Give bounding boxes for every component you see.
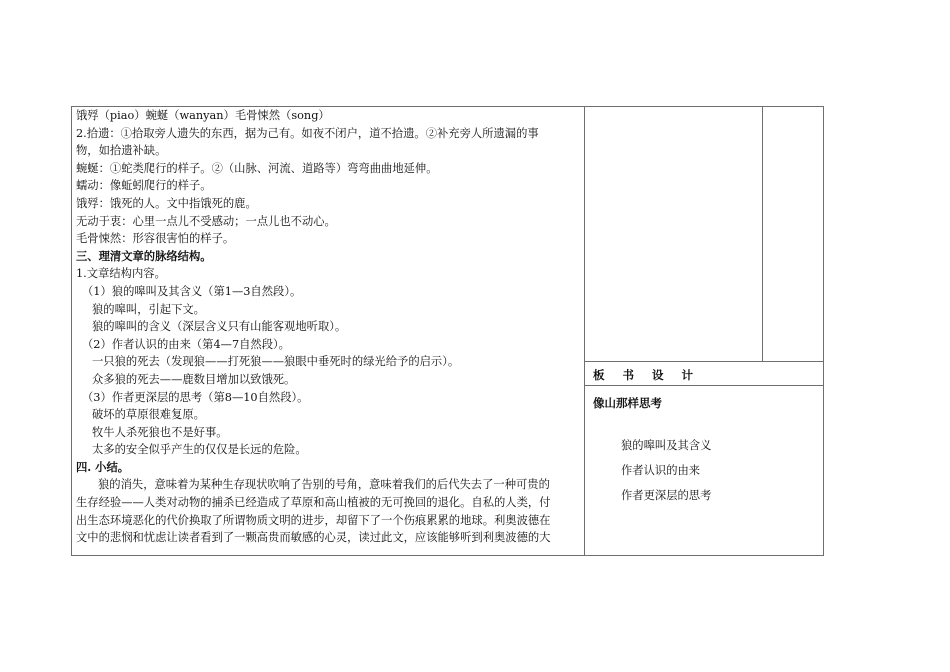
text-line: 文中的悲悯和忧虑让读者看到了一颗高贵而敏感的心灵，读过此文，应该能够听到利奥波德的大 [76, 531, 551, 545]
board-design-heading [593, 367, 707, 383]
right-row-line-2 [584, 385, 824, 386]
text-line: 出生态环境恶化的代价换取了所谓物质文明的进步，却留下了一个伤痕累累的地球。利奥波德在 [76, 513, 551, 527]
text-line: 狼的消失，意味着为某种生存现状吹响了告别的号角，意味着我们的后代失去了一种可贵的 [98, 478, 550, 492]
board-item: 狼的嗥叫及其含义 [621, 439, 712, 452]
text-line: 一只狼的死去（发现狼——打死狼——狼眼中垂死时的绿光给予的启示）。 [92, 355, 460, 369]
section-heading: 四. 小结。 [76, 459, 130, 474]
text-line: （2）作者认识的由来（第4—7自然段）。 [82, 337, 290, 351]
text-line: 蠕动：像蚯蚓爬行的样子。 [76, 179, 212, 193]
text-line: 1.文章结构内容。 [76, 267, 166, 281]
text-line: 物，如拾遗补缺。 [76, 144, 167, 158]
board-heading-char: 书 [622, 368, 635, 382]
text-line: 蜿蜒：①蛇类爬行的样子。②（山脉、河流、道路等）弯弯曲曲地延伸。 [76, 161, 438, 175]
text-line: 破坏的草原很难复原。 [92, 408, 205, 422]
text-line: 狼的嗥叫的含义（深层含义只有山能客观地听取）。 [92, 320, 347, 334]
section-heading: 三、理清文章的脉络结构。 [76, 248, 212, 263]
text-line: 无动于衷：心里一点儿不受感动；一点儿也不动心。 [76, 214, 336, 228]
text-line: 牧牛人杀死狼也不是好事。 [92, 425, 228, 439]
text-line: 饿殍（piao）蜿蜒（wanyan）毛骨悚然（song） [76, 109, 330, 122]
text-line: 饿殍：饿死的人。文中指饿死的鹿。 [76, 196, 257, 210]
text-line: （3）作者更深层的思考（第8—10自然段）。 [82, 390, 309, 404]
board-heading-char: 板 [593, 368, 605, 382]
lesson-text [76, 107, 584, 547]
text-line: 2.拾遗：①拾取旁人遗失的东西，据为己有。如夜不闭户，道不拾遗。②补充旁人所遗漏的事 [76, 126, 539, 140]
text-line: 众多狼的死去——鹿数目增加以致饿死。 [92, 372, 296, 386]
right-row-line-1 [584, 361, 824, 362]
board-item: 作者更深层的思考 [621, 489, 712, 502]
text-line: 毛骨悚然：形容很害怕的样子。 [76, 232, 235, 246]
text-line: 生存经验——人类对动物的捕杀已经造成了草原和高山植被的无可挽回的退化。自私的人类，付 [76, 496, 551, 510]
board-heading-char: 计 [681, 368, 694, 382]
board-item: 作者认识的由来 [621, 464, 701, 477]
column-divider [584, 107, 585, 555]
top-right-divider [762, 107, 763, 361]
text-line: 太多的安全似乎产生的仅仅是长远的危险。 [92, 443, 307, 457]
text-line: （1）狼的嗥叫及其含义（第1—3自然段）。 [82, 284, 302, 298]
board-heading-char: 设 [652, 368, 664, 382]
lesson-table [71, 106, 824, 556]
board-title: 像山那样思考 [593, 396, 662, 410]
text-line: 狼的嗥叫，引起下文。 [92, 302, 205, 316]
